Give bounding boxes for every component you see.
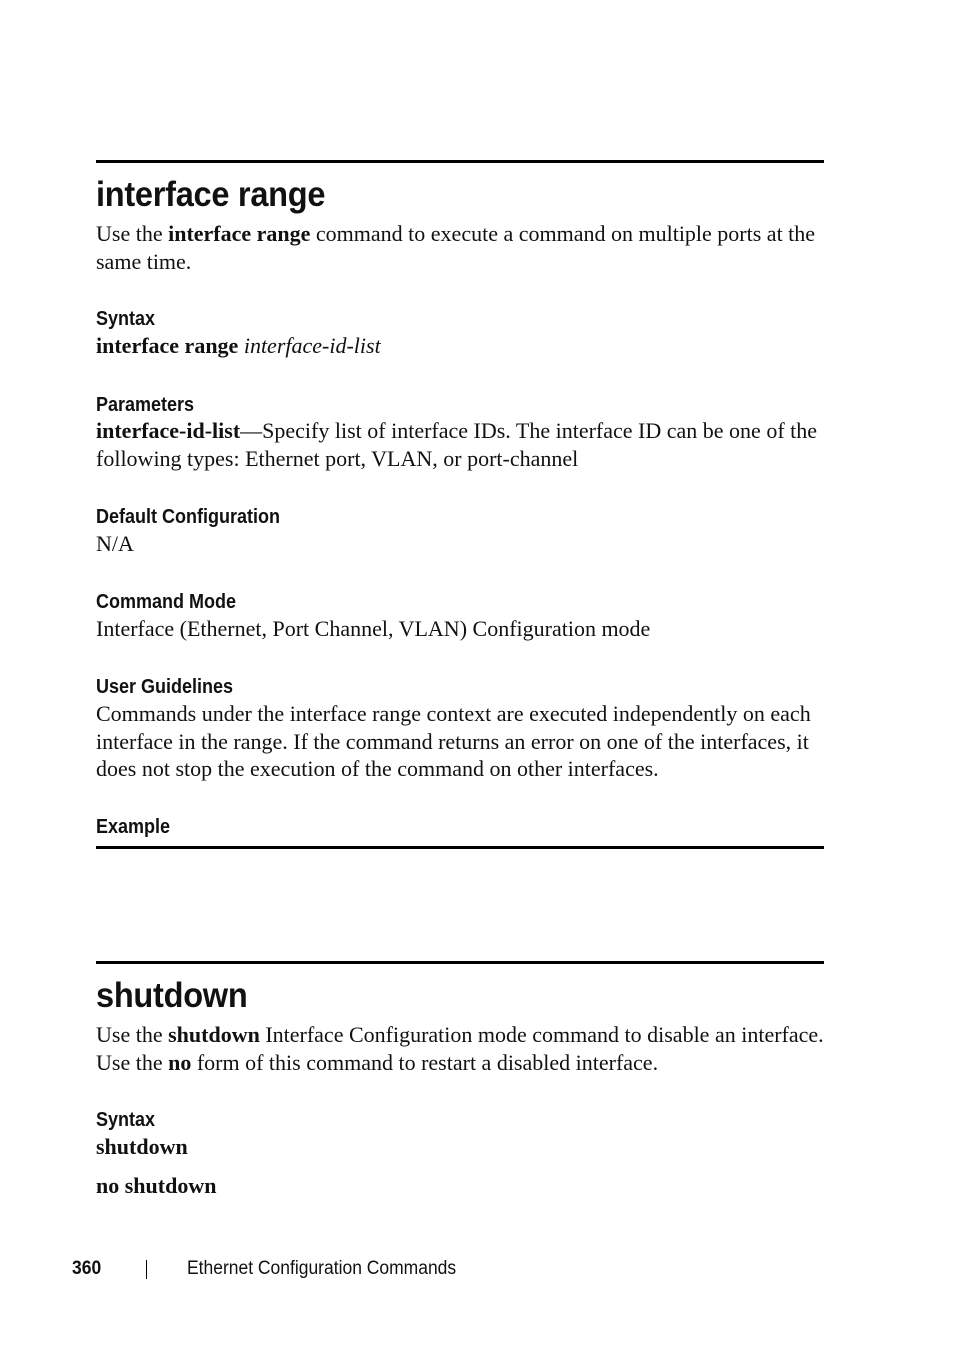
- parameters-text: [96, 417, 824, 472]
- section-intro: [96, 220, 824, 275]
- syntax-command: interface range: [96, 333, 239, 358]
- command-mode-heading: Command Mode: [96, 591, 237, 613]
- syntax-heading: Syntax: [96, 1109, 156, 1131]
- section-rule-top: [96, 160, 824, 163]
- section-intro: [96, 1021, 824, 1076]
- chapter-title: Ethernet Configuration Commands: [187, 1258, 457, 1279]
- default-configuration-heading: Default Configuration: [96, 506, 280, 528]
- section-title: interface range: [96, 175, 326, 214]
- command-mode-value: Interface (Ethernet, Port Channel, VLAN) Configuration mode: [96, 616, 651, 641]
- section-title: shutdown: [96, 976, 248, 1015]
- intro-no-keyword: no: [168, 1049, 192, 1075]
- example-heading: Example: [96, 816, 171, 838]
- syntax-line: [96, 332, 836, 360]
- user-guidelines-text: Commands under the interface range context are executed independently on each interface in the range. If the command returns an error on one of the interfaces, it does not stop the execution of the command on other interfaces.: [96, 701, 811, 781]
- syntax-argument: interface-id-list: [243, 333, 381, 358]
- parameter-name: interface-id-list: [96, 418, 241, 443]
- section-rule-top: [96, 961, 824, 964]
- intro-command: shutdown: [168, 1022, 260, 1047]
- syntax-heading: Syntax: [96, 308, 156, 330]
- syntax-line: [96, 1172, 836, 1200]
- intro-text-rest: form of this command to restart a disabled interface.: [191, 1049, 659, 1075]
- footer-divider: [146, 1260, 147, 1279]
- parameters-heading: Parameters: [96, 394, 195, 416]
- intro-text: Use the: [96, 1022, 169, 1047]
- intro-text: Interface Configuration mode command to disable an interface. Use the: [96, 1022, 824, 1075]
- example-rule: [96, 846, 824, 849]
- intro-text-rest: command to execute a command on multiple ports at the same time.: [96, 221, 816, 274]
- syntax-command-no: no shutdown: [96, 1173, 217, 1198]
- default-configuration-value: N/A: [96, 531, 134, 556]
- intro-text: Use the: [96, 221, 169, 246]
- user-guidelines-heading: User Guidelines: [96, 676, 234, 698]
- page-number: 360: [72, 1258, 102, 1279]
- syntax-command: shutdown: [96, 1134, 188, 1159]
- parameter-description: —Specify list of interface IDs. The interface ID can be one of the following types: Ethernet port, VLAN, or port-channel: [96, 418, 818, 471]
- syntax-line: [96, 1133, 836, 1161]
- intro-command: interface range: [168, 221, 311, 246]
